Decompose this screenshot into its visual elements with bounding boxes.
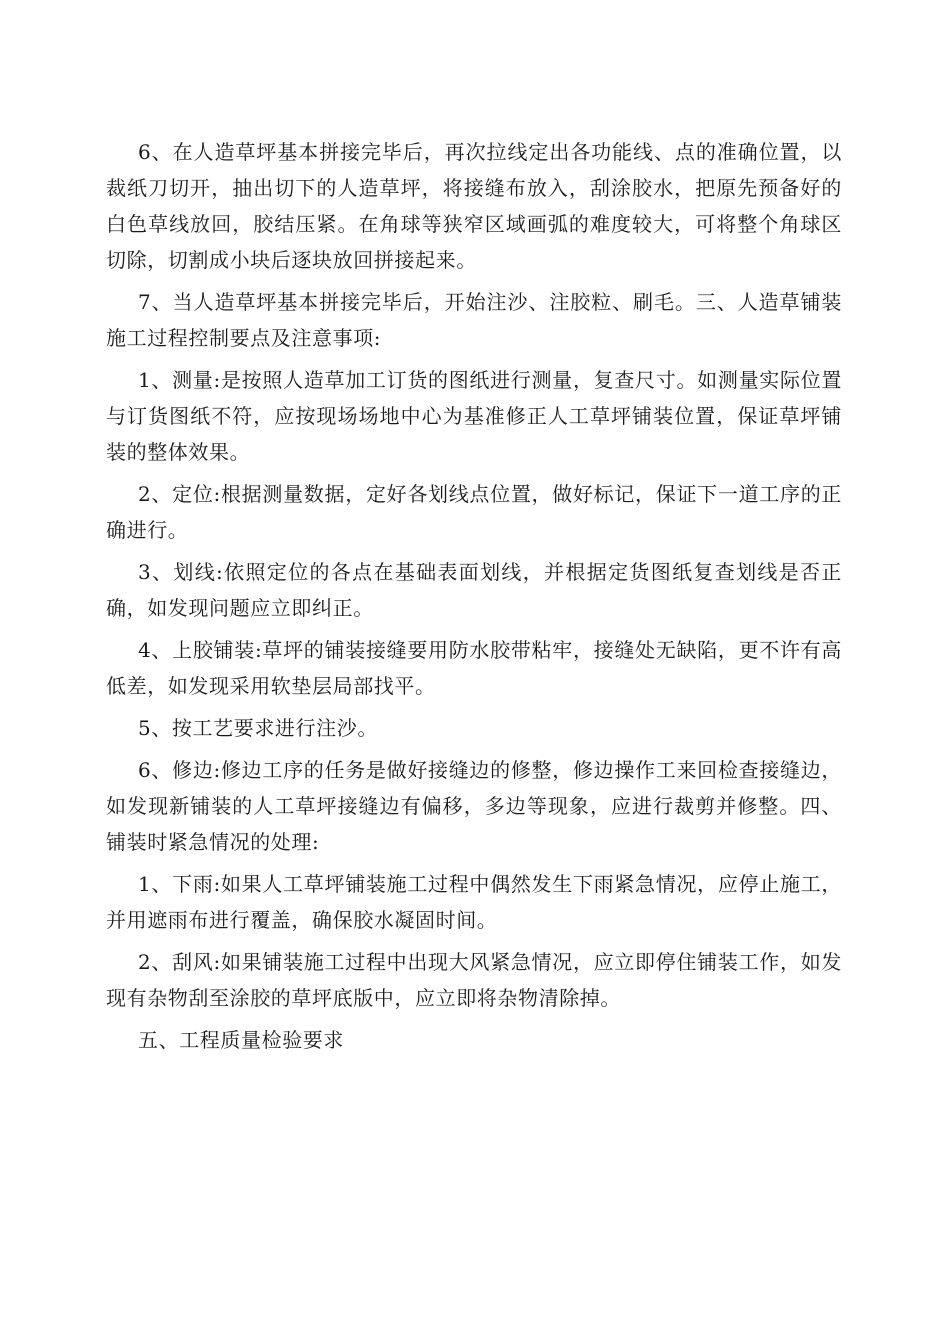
document-body	[106, 134, 842, 1064]
paragraph-wind: 2、刮风:如果铺装施工过程中出现大风紧急情况，应立即停住铺装工作，如发现有杂物刮至涂胶的草坪底版中，应立即将杂物清除掉。	[106, 950, 842, 1010]
paragraph-sand-injection: 5、按工艺要求进行注沙。	[138, 716, 378, 740]
paragraph-positioning: 2、定位:根据测量数据，定好各划线点位置，做好标记，保证下一道工序的正确进行。	[106, 482, 842, 542]
section-heading-quality-inspection: 五、工程质量检验要求	[138, 1028, 344, 1052]
paragraph-item-7-sand-filling: 7、当人造草坪基本拼接完毕后，开始注沙、注胶粒、刷毛。三、人造草铺装施工过程控制要点及注意事项:	[106, 290, 842, 350]
paragraph-edge-trimming: 6、修边:修边工序的任务是做好接缝边的修整，修边操作工来回检查接缝边，如发现新铺装的人工草坪接缝边有偏移，多边等现象，应进行裁剪并修整。四、铺装时紧急情况的处理:	[106, 758, 842, 854]
paragraph-measurement: 1、测量:是按照人造草加工订货的图纸进行测量，复查尺寸。如测量实际位置与订货图纸不符，应按现场场地中心为基准修正人工草坪铺装位置，保证草坪铺装的整体效果。	[106, 368, 842, 464]
paragraph-rain: 1、下雨:如果人工草坪铺装施工过程中偶然发生下雨紧急情况，应停止施工，并用遮雨布进行覆盖，确保胶水凝固时间。	[106, 872, 842, 932]
paragraph-gluing-laying: 4、上胶铺装:草坪的铺装接缝要用防水胶带粘牢，接缝处无缺陷，更不许有高低差，如发现采用软垫层局部找平。	[106, 638, 842, 698]
paragraph-line-marking: 3、划线:依照定位的各点在基础表面划线，并根据定货图纸复查划线是否正确，如发现问题应立即纠正。	[106, 560, 842, 620]
paragraph-item-6-grass-joining: 6、在人造草坪基本拼接完毕后，再次拉线定出各功能线、点的准确位置，以裁纸刀切开，抽出切下的人造草坪，将接缝布放入，刮涂胶水，把原先预备好的白色草线放回，胶结压紧。在角球等狭窄区域画弧的难度较大，可将整个角球区切除，切割成小块后逐块放回拼接起来。	[106, 140, 842, 272]
